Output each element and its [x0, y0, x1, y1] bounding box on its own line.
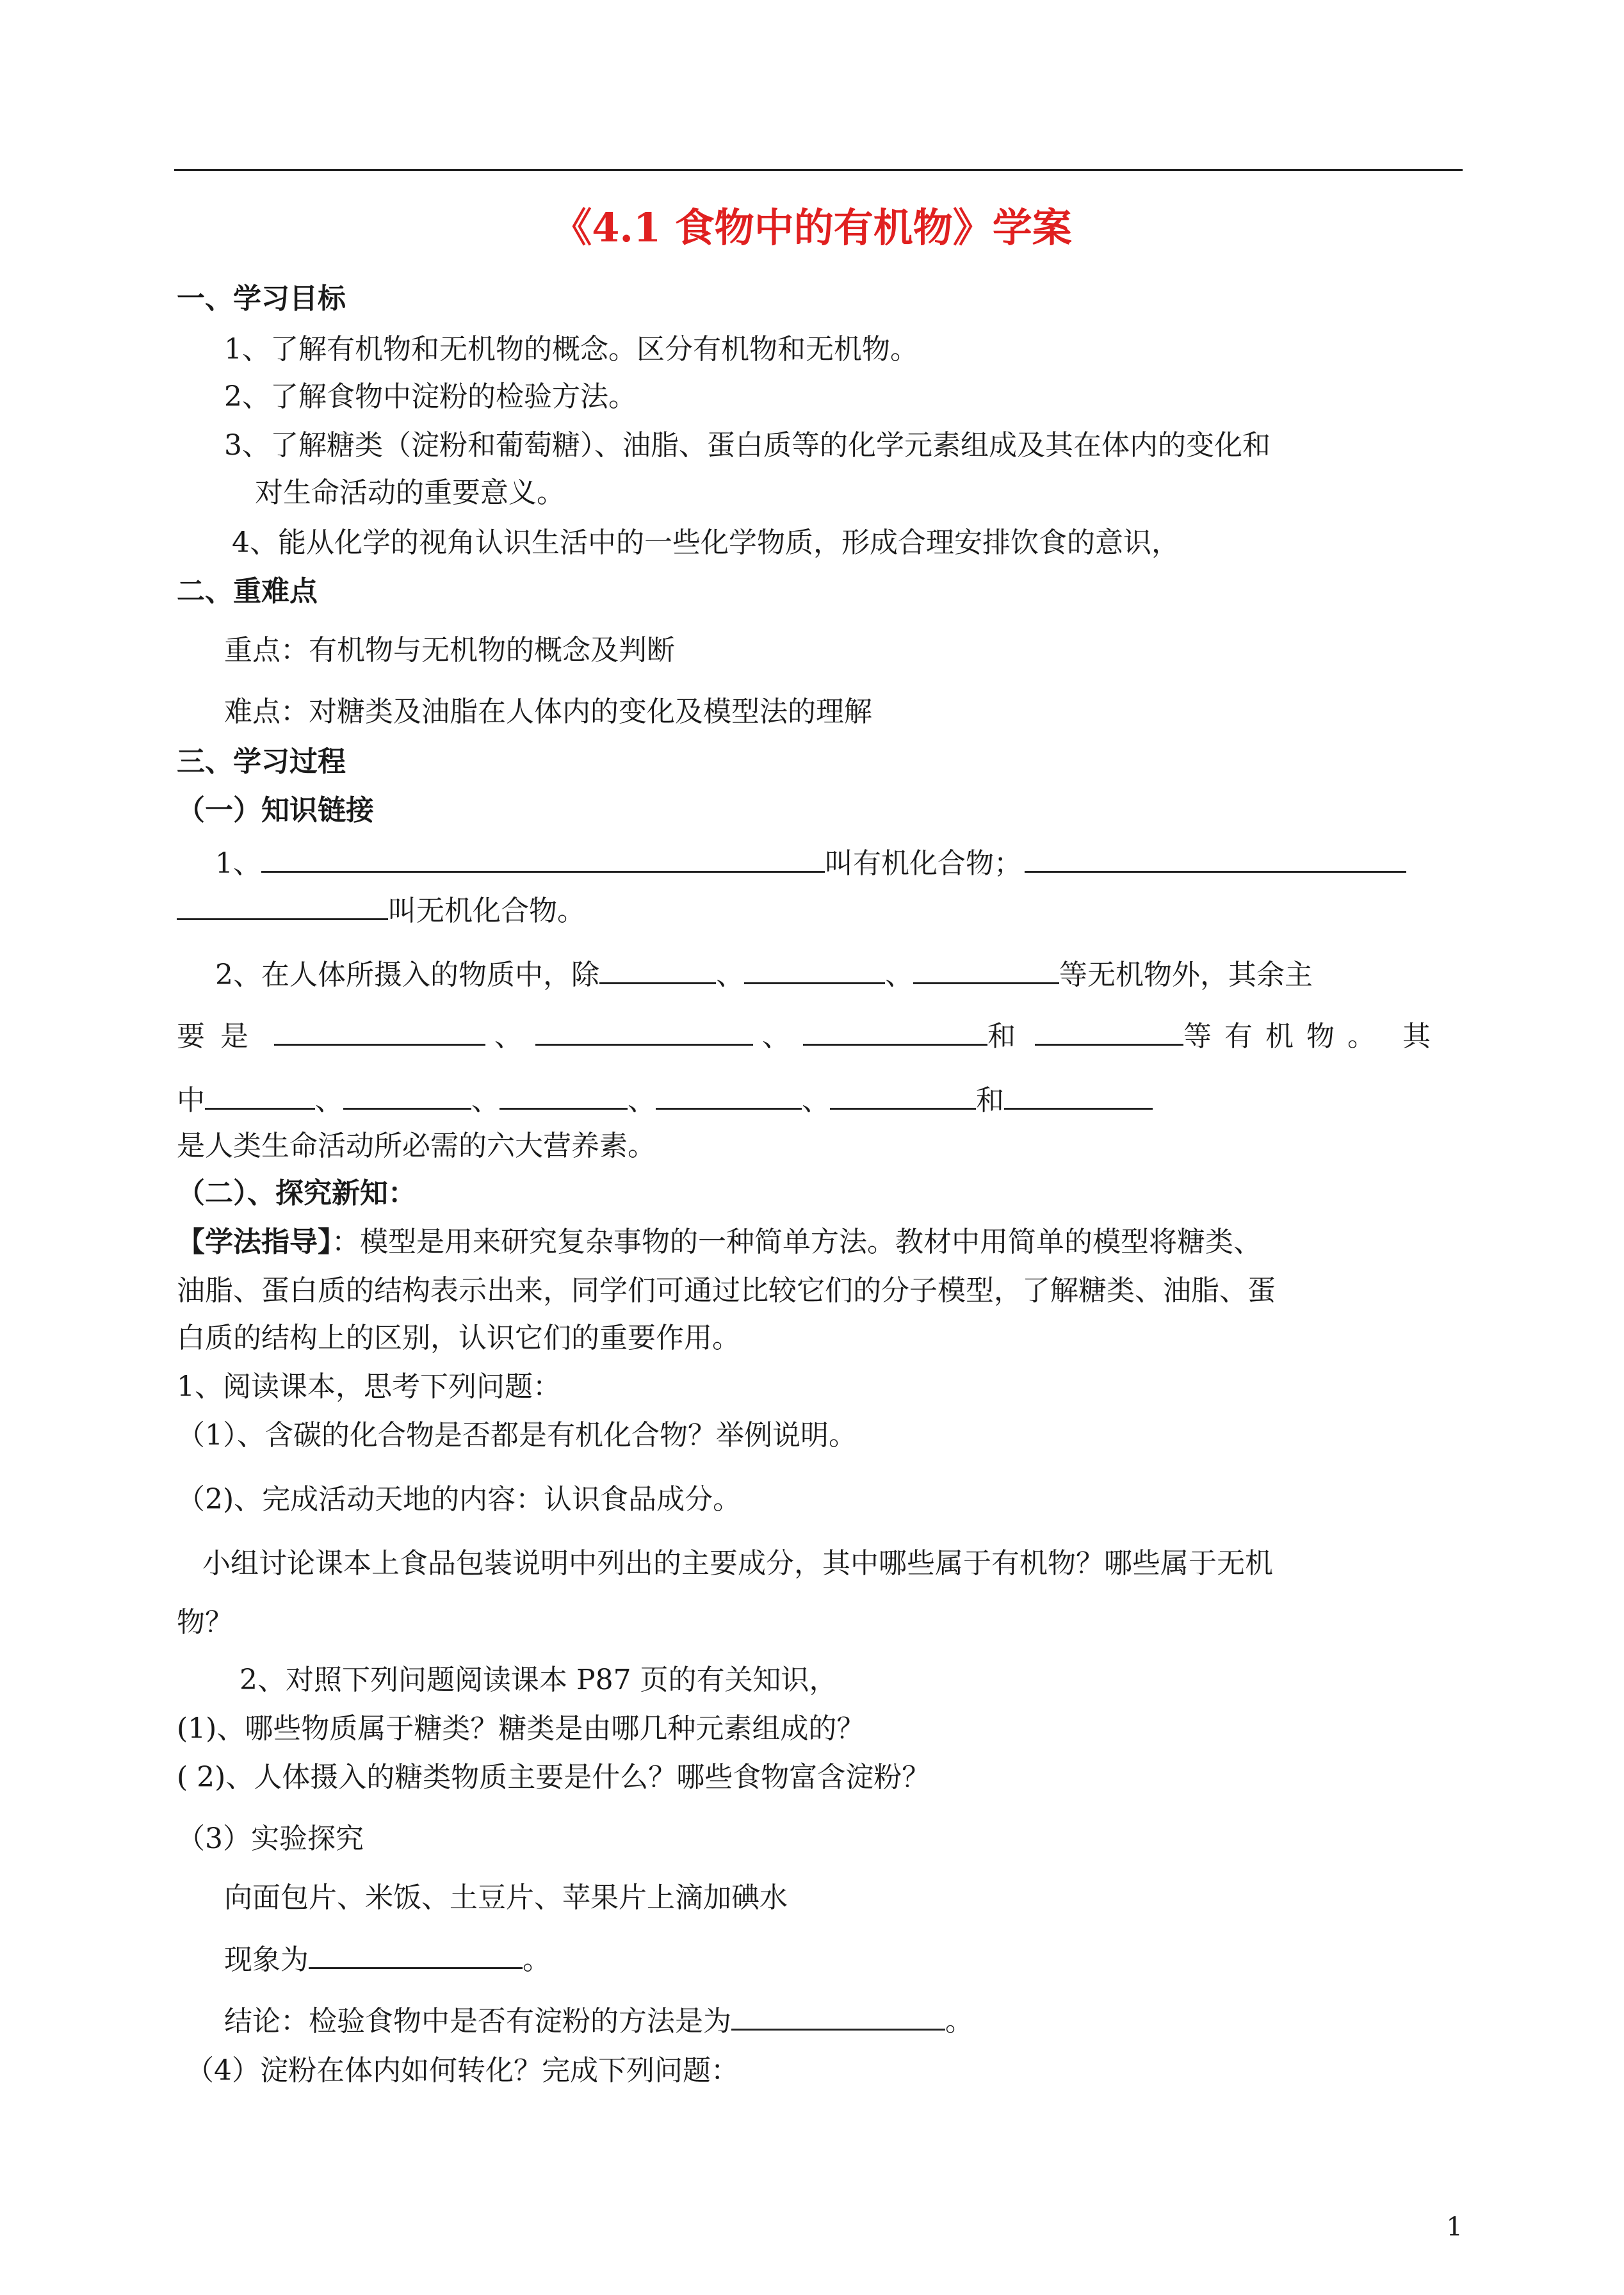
reading-question: （1）、含碳的化合物是否都是有机化合物？举例说明。	[177, 1419, 857, 1452]
fill-blank[interactable]	[499, 1080, 628, 1110]
subsection-explore: （二）、探究新知：	[177, 1177, 416, 1210]
difficult-point: 难点：对糖类及油脂在人体内的变化及模型法的理解	[224, 695, 872, 728]
goal-item: 对生命活动的重要意义。	[255, 476, 565, 509]
reading-question: （4）淀粉在体内如何转化？完成下列问题：	[186, 2054, 739, 2087]
fill-blank[interactable]	[744, 954, 885, 984]
fill-blank[interactable]	[261, 843, 825, 873]
question-1: 1、 叫有机化合物；	[215, 843, 1406, 881]
experiment-heading: （3）实验探究	[177, 1822, 364, 1855]
section-heading-process: 三、学习过程	[177, 745, 346, 778]
question-2-end: 是人类生命活动所必需的六大营养素。	[177, 1130, 656, 1162]
goal-item: 2、了解食物中淀粉的检验方法。	[224, 380, 637, 413]
fill-blank[interactable]	[1004, 1080, 1153, 1110]
reading-question: （2)、完成活动天地的内容：认识食品成分。	[177, 1483, 742, 1516]
fill-blank[interactable]	[535, 1016, 753, 1046]
study-guide-1: 【学法指导】：模型是用来研究复杂事物的一种简单方法。教材中用简单的模型将糖类、	[177, 1226, 1262, 1258]
question-2-cont: 要 是 、 、 和 等 有 机 物 。 其	[177, 1016, 1431, 1054]
study-guide-2: 油脂、蛋白质的结构表示出来，同学们可通过比较它们的分子模型，了解糖类、油脂、蛋	[177, 1274, 1276, 1307]
study-guide-3: 白质的结构上的区别，认识它们的重要作用。	[177, 1322, 740, 1354]
page-number: 1	[1446, 2212, 1463, 2242]
reading-task-2: 2、对照下列问题阅读课本 P87 页的有关知识，	[240, 1664, 838, 1696]
group-discussion-cont: 物？	[177, 1606, 233, 1639]
fill-blank[interactable]	[205, 1080, 315, 1110]
reading-question: ( 2)、人体摄入的糖类物质主要是什么？哪些食物富含淀粉？	[177, 1761, 930, 1794]
reading-task-1: 1、阅读课本，思考下列问题：	[177, 1370, 561, 1403]
experiment-conclusion: 结论：检验食物中是否有淀粉的方法是为 。	[224, 2000, 973, 2039]
group-discussion: 小组讨论课本上食品包装说明中列出的主要成分，其中哪些属于有机物？哪些属于无机	[202, 1547, 1273, 1580]
fill-blank[interactable]	[309, 1939, 523, 1969]
key-point: 重点：有机物与无机物的概念及判断	[224, 634, 675, 667]
section-heading-keypoints: 二、重难点	[177, 575, 318, 608]
header-rule	[174, 169, 1463, 171]
fill-blank[interactable]	[830, 1080, 976, 1110]
fill-blank[interactable]	[1035, 1016, 1183, 1046]
experiment-phenomenon: 现象为 。	[224, 1939, 551, 1977]
fill-blank[interactable]	[913, 954, 1059, 984]
fill-blank[interactable]	[1025, 843, 1406, 873]
section-heading-goals: 一、学习目标	[177, 282, 346, 315]
reading-question: (1)、哪些物质属于糖类？糖类是由哪几种元素组成的？	[177, 1712, 865, 1745]
fill-blank[interactable]	[274, 1016, 485, 1046]
fill-blank[interactable]	[599, 954, 716, 984]
goal-item: 1、了解有机物和无机物的概念。区分有机物和无机物。	[224, 333, 918, 366]
experiment-step: 向面包片、米饭、土豆片、苹果片上滴加碘水	[224, 1881, 788, 1914]
goal-item: 4、能从化学的视角认识生活中的一些化学物质，形成合理安排饮食的意识，	[232, 526, 1180, 559]
question-2-nutrients: 中 、 、 、 、 和	[177, 1080, 1153, 1118]
fill-blank[interactable]	[656, 1080, 802, 1110]
fill-blank[interactable]	[343, 1080, 471, 1110]
question-1-cont: 叫无机化合物。	[177, 890, 585, 929]
subsection-knowledge-link: （一）知识链接	[177, 794, 374, 827]
question-2: 2、在人体所摄入的物质中，除 、 、 等无机物外，其余主	[215, 954, 1313, 993]
fill-blank[interactable]	[803, 1016, 987, 1046]
goal-item: 3、了解糖类（淀粉和葡萄糖）、油脂、蛋白质等的化学元素组成及其在体内的变化和	[224, 429, 1271, 462]
fill-blank[interactable]	[731, 2000, 945, 2031]
page-title: 《4.1 食物中的有机物》学案	[552, 204, 1072, 251]
fill-blank[interactable]	[177, 890, 388, 920]
